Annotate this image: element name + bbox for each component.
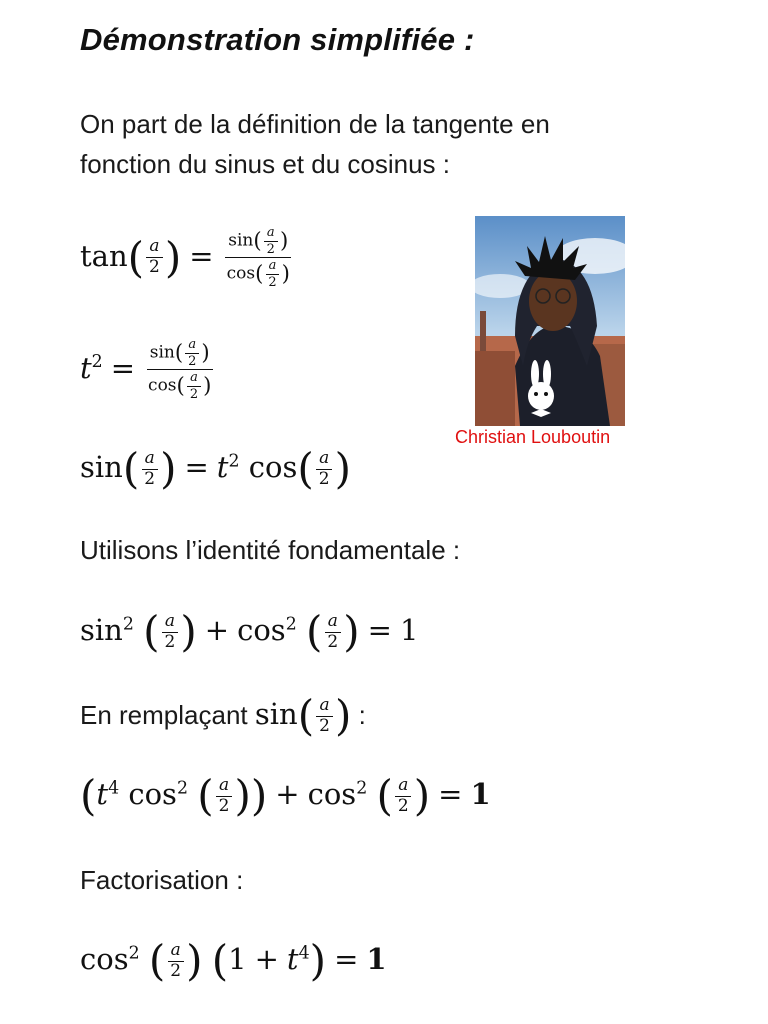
var-t: t	[96, 777, 109, 812]
replace-label: En remplaçant	[80, 700, 248, 730]
equation-tan-definition: tan( $\frac{a}{2}$ ) = sin( $\frac{a}{2}$ ) cos( $\frac{a}{2}$ )	[80, 225, 290, 290]
exponent: 2	[285, 614, 297, 635]
equation-t-squared: $t^2$ = sin( $\frac{a}{2}$ ) cos( $\frac{a}{2}$ )	[80, 337, 212, 402]
exponent: 2	[176, 778, 189, 799]
num-two: 2	[397, 795, 409, 816]
num-two: 2	[164, 631, 176, 652]
num-one: 1	[399, 613, 419, 648]
identity-paragraph: Utilisons l’identité fondamentale :	[80, 535, 461, 565]
var-t: t	[80, 350, 92, 385]
num-one: 1	[470, 777, 491, 812]
num-two: 2	[319, 715, 330, 736]
var-a: a	[319, 694, 330, 715]
fn-cos: cos	[226, 263, 256, 284]
num-two: 2	[327, 631, 339, 652]
exponent: 2	[128, 943, 140, 964]
equation-sin-expression: sin( $\frac{a}{2}$ ) = $t^2$ cos( $\frac{a}{2}$ )	[80, 444, 351, 493]
replace-suffix: :	[358, 700, 366, 730]
var-a: a	[319, 447, 330, 468]
var-a: a	[398, 774, 409, 795]
fn-cos: cos	[148, 375, 177, 396]
exponent: 2	[356, 778, 368, 799]
var-t: t	[286, 942, 299, 977]
image-caption: Christian Louboutin	[455, 427, 611, 447]
exponent: 2	[228, 451, 240, 472]
fn-tan: tan	[80, 238, 128, 273]
exponent: 2	[122, 614, 134, 635]
avatar-image	[475, 216, 625, 426]
fn-cos: cos	[248, 450, 298, 485]
num-one: 1	[228, 942, 247, 977]
equation-fundamental-identity: $\sin^2$ ( $\frac{a}{2}$ ) + $\cos^2$ ( $\frac{a}{2}$ ) = 1	[80, 607, 419, 656]
avatar-illustration	[475, 216, 625, 426]
intro-paragraph	[80, 104, 550, 184]
fn-cos: cos	[307, 777, 357, 812]
var-a: a	[266, 225, 275, 240]
var-a: a	[170, 939, 181, 960]
fn-sin: sin	[254, 697, 298, 731]
var-a: a	[190, 370, 198, 386]
intro-line-2: fonction du sinus et du cosinus :	[80, 149, 451, 179]
var-a: a	[327, 610, 338, 631]
num-two: 2	[149, 257, 160, 278]
equation-substituted: ($t^4$ $\cos^2$ ( $\frac{a}{2}$ )) + $\cos^2$ ( $\frac{a}{2}$ ) = 1	[80, 771, 491, 820]
num-two: 2	[268, 274, 277, 290]
var-a: a	[219, 774, 230, 795]
exponent: 2	[91, 352, 103, 373]
num-two: 2	[218, 795, 230, 816]
page-title: Démonstration simplifiée :	[80, 22, 475, 57]
var-t: t	[216, 450, 229, 485]
fn-sin: sin	[149, 342, 175, 363]
num-one: 1	[366, 942, 387, 977]
num-two: 2	[144, 468, 156, 489]
factor-paragraph: Factorisation :	[80, 865, 244, 895]
var-a: a	[144, 447, 155, 468]
var-a: a	[188, 337, 197, 352]
fn-sin: sin	[80, 613, 123, 648]
exponent: 4	[298, 943, 310, 964]
fn-sin: sin	[228, 230, 254, 251]
num-two: 2	[170, 960, 182, 981]
var-a: a	[164, 610, 176, 631]
fn-cos: cos	[80, 942, 129, 977]
num-two: 2	[188, 353, 197, 369]
exponent: 4	[108, 778, 120, 799]
var-a: a	[268, 258, 277, 274]
fn-cos: cos	[128, 777, 177, 812]
num-two: 2	[266, 241, 275, 257]
var-a: a	[149, 236, 160, 257]
inline-sin-expression: sin( $\frac{a}{2}$ )	[254, 690, 352, 740]
fn-sin: sin	[80, 450, 123, 485]
num-two: 2	[189, 386, 199, 402]
replace-paragraph	[80, 690, 366, 740]
equation-factorised: $\cos^2$ ( $\frac{a}{2}$ ) $(1 + t^4) = 1$	[80, 936, 387, 985]
num-two: 2	[318, 468, 330, 489]
intro-line-1: On part de la définition de la tangente en	[80, 109, 550, 139]
fn-cos: cos	[237, 613, 286, 648]
